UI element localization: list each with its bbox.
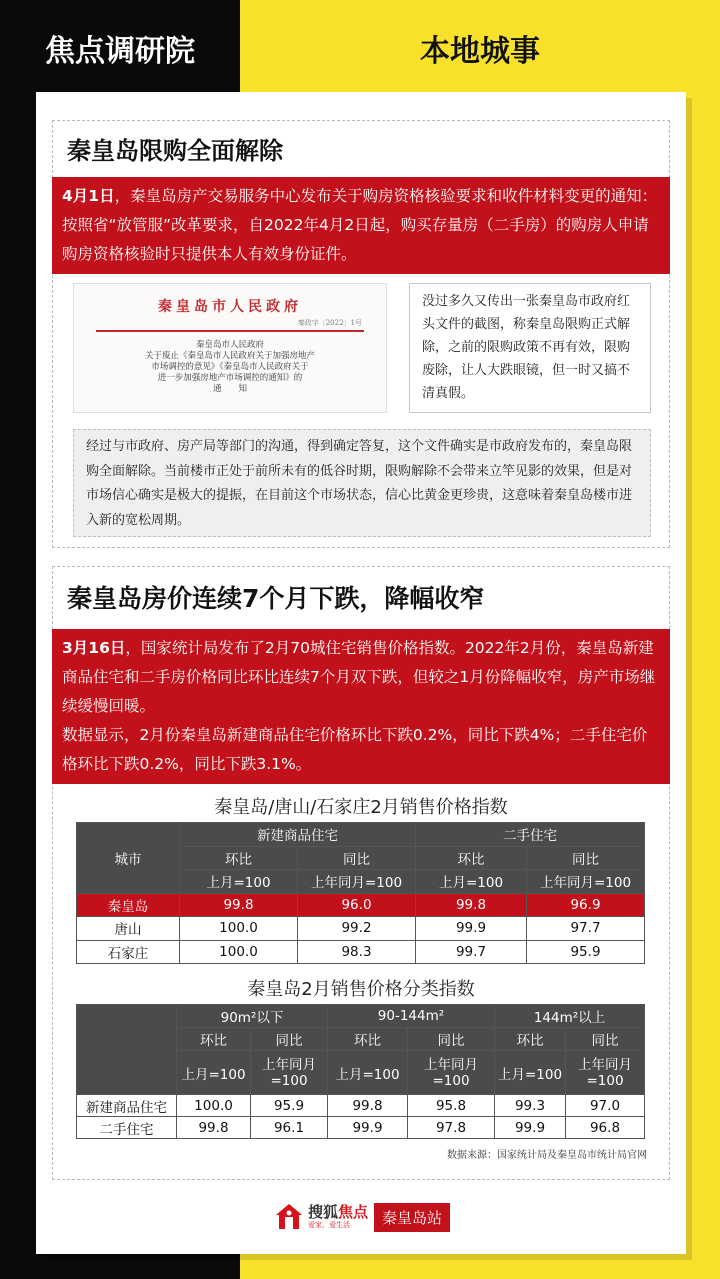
table-row — [77, 940, 645, 964]
value-cell: 97.8 — [408, 1117, 495, 1139]
value-cell: 99.2 — [298, 917, 416, 941]
value-cell: 99.8 — [177, 1117, 251, 1139]
group-90-144-header: 90-144m² — [328, 1005, 495, 1028]
article-sheet — [36, 92, 686, 1254]
yoy-base-line2: =100 — [270, 1072, 308, 1089]
table-row — [77, 1117, 645, 1139]
value-cell: 99.8 — [328, 1095, 408, 1117]
doc-line: 秦皇岛市人民政府 — [195, 340, 264, 350]
header-right-title: 本地城事 — [420, 34, 540, 69]
section1-lead-date: 4月1日 — [62, 187, 115, 205]
value-cell: 96.9 — [527, 893, 645, 917]
value-cell: 99.9 — [495, 1117, 566, 1139]
city-cell: 唐山 — [77, 917, 180, 941]
mom-header: 环比 — [495, 1028, 566, 1051]
sohu-focus-logo — [274, 1200, 474, 1234]
value-cell: 97.0 — [566, 1095, 645, 1117]
mom-base-header: 上月=100 — [495, 1051, 566, 1095]
group-new-header: 新建商品住宅 — [180, 823, 416, 847]
doc-line: 市场调控的意见》《秦皇岛市人民政府关于 — [151, 362, 309, 372]
value-cell: 98.3 — [298, 940, 416, 964]
type-header-blank — [77, 1005, 177, 1095]
rumor-note: 没过多久又传出一张秦皇岛市政府红头文件的截图，称秦皇岛限购正式解除，之前的限购政策不再有效，限购废除，让人大跌眼镜，但一时又搞不清真假。 — [409, 283, 651, 413]
value-cell: 100.0 — [180, 940, 298, 964]
station-badge: 秦皇岛站 — [374, 1203, 450, 1232]
section2-lead-text: ，国家统计局发布了2月70城住宅销售价格指数。2022年2月份，秦皇岛新建商品住宅和二手房价格同比环比连续7个月双下跌，但较之1月份降幅收窄，房产市场继续缓慢回暖。 — [62, 639, 656, 715]
yoy-header: 同比 — [566, 1028, 645, 1051]
yoy-header: 同比 — [251, 1028, 328, 1051]
doc-number: 秦政字〔2022〕1号 — [297, 319, 362, 327]
group-over144-header: 144m²以上 — [495, 1005, 645, 1028]
table-row — [77, 1095, 645, 1117]
table-row — [77, 893, 645, 917]
value-cell: 96.1 — [251, 1117, 328, 1139]
mom-header: 环比 — [328, 1028, 408, 1051]
value-cell: 99.3 — [495, 1095, 566, 1117]
yoy-base-line1: 上年同月 — [424, 1056, 478, 1073]
value-cell: 99.7 — [416, 940, 527, 964]
yoy-base-line1: 上年同月 — [262, 1056, 316, 1073]
section-house-prices — [52, 566, 670, 1180]
mom-header: 环比 — [180, 846, 298, 870]
value-cell: 100.0 — [177, 1095, 251, 1117]
value-cell: 95.9 — [251, 1095, 328, 1117]
value-cell: 99.8 — [180, 893, 298, 917]
yoy-header: 同比 — [527, 846, 645, 870]
value-cell: 99.9 — [416, 917, 527, 941]
mom-header: 环比 — [416, 846, 527, 870]
section-purchase-restriction — [52, 120, 670, 548]
city-header: 城市 — [77, 823, 180, 894]
value-cell: 97.7 — [527, 917, 645, 941]
category-price-index-table — [76, 1004, 645, 1139]
header-left-title: 焦点调研院 — [45, 34, 195, 69]
brand-sohu: 搜狐 — [308, 1203, 339, 1221]
conclusion-box: 经过与市政府、房产局等部门的沟通，得到确定答复，这个文件确实是市政府发布的，秦皇岛限购全面解除。当前楼市正处于前所未有的低谷时期，限购解除不会带来立竿见影的效果，但是对市场信心确实是极大的提振，在目前这个市场状态，信心比黄金更珍贵，这意味着秦皇岛楼市进入新的宽松周期。 — [73, 429, 651, 537]
section1-title: 秦皇岛限购全面解除 — [67, 137, 283, 165]
house-logo-icon — [274, 1202, 304, 1232]
mom-base-header: 上月=100 — [177, 1051, 251, 1095]
table-row — [77, 917, 645, 941]
city-cell: 秦皇岛 — [77, 893, 180, 917]
yoy-header: 同比 — [408, 1028, 495, 1051]
yoy-base-header: 上年同月=100 — [298, 870, 416, 894]
section2-lead-text2: 数据显示，2月份秦皇岛新建商品住宅价格环比下跌0.2%，同比下跌4%；二手住宅价格环比下跌0.2%，同比下跌3.1%。 — [62, 726, 648, 773]
yoy-base-header: 上年同月=100 — [527, 870, 645, 894]
mom-base-header: 上月=100 — [328, 1051, 408, 1095]
data-source: 数据来源：国家统计局及秦皇岛市统计局官网 — [447, 1150, 647, 1161]
value-cell: 99.8 — [416, 893, 527, 917]
yoy-base-line2: =100 — [432, 1072, 470, 1089]
value-cell: 96.0 — [298, 893, 416, 917]
mom-base-header: 上月=100 — [416, 870, 527, 894]
group-used-header: 二手住宅 — [416, 823, 645, 847]
city-price-index-table — [76, 822, 645, 964]
table2-title: 秦皇岛2月销售价格分类指数 — [247, 979, 475, 1000]
section2-lead-date: 3月16日 — [62, 639, 126, 657]
doc-line: 通 知 — [212, 384, 247, 394]
yoy-base-line2: =100 — [586, 1072, 624, 1089]
government-document-image — [73, 283, 387, 413]
section1-lead-text: ，秦皇岛房产交易服务中心发布关于购房资格核验要求和收件材料变更的通知：按照省“放管服”改革要求，自2022年4月2日起，购买存量房（二手房）的购房人申请购房资格核验时只提供本人有效身份证件。 — [62, 187, 658, 263]
value-cell: 96.8 — [566, 1117, 645, 1139]
brand-slogan: 爱家，爱生活 — [308, 1221, 350, 1229]
city-cell: 石家庄 — [77, 940, 180, 964]
yoy-header: 同比 — [298, 846, 416, 870]
doc-line: 关于废止《秦皇岛市人民政府关于加强房地产 — [144, 351, 315, 361]
value-cell: 99.9 — [328, 1117, 408, 1139]
value-cell: 95.9 — [527, 940, 645, 964]
group-under90-header: 90m²以下 — [177, 1005, 328, 1028]
doc-header: 秦皇岛市人民政府 — [158, 299, 302, 315]
brand-focus: 焦点 — [338, 1203, 369, 1221]
yoy-base-header — [408, 1051, 495, 1095]
doc-red-rule — [96, 330, 364, 332]
mom-base-header: 上月=100 — [180, 870, 298, 894]
yoy-base-header — [251, 1051, 328, 1095]
table1-title: 秦皇岛/唐山/石家庄2月销售价格指数 — [214, 797, 508, 818]
doc-line: 进一步加强房地产市场调控的通知》的 — [157, 373, 303, 383]
yoy-base-header — [566, 1051, 645, 1095]
mom-header: 环比 — [177, 1028, 251, 1051]
value-cell: 100.0 — [180, 917, 298, 941]
section1-lead — [52, 177, 670, 274]
section2-title: 秦皇岛房价连续7个月下跌，降幅收窄 — [67, 584, 485, 613]
type-cell: 新建商品住宅 — [77, 1095, 177, 1117]
yoy-base-line1: 上年同月 — [578, 1056, 632, 1073]
section2-lead — [52, 629, 670, 784]
value-cell: 95.8 — [408, 1095, 495, 1117]
type-cell: 二手住宅 — [77, 1117, 177, 1139]
